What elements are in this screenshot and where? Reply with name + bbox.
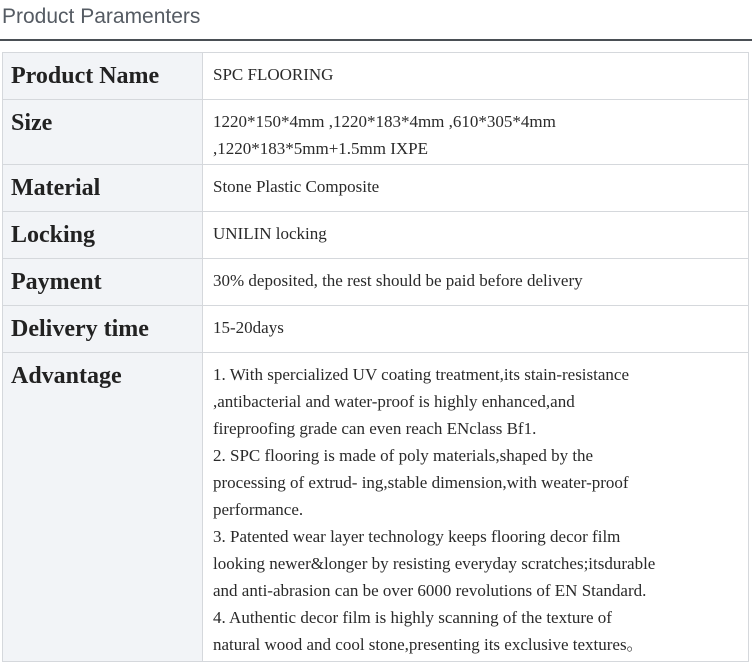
- table-row-material: [3, 165, 749, 212]
- row-value: [203, 100, 749, 165]
- row-value: [203, 165, 749, 212]
- value-line: Stone Plastic Composite: [213, 177, 380, 196]
- row-label: Material: [3, 165, 203, 212]
- table-row-product-name: [3, 53, 749, 100]
- page-title: Product Paramenters: [2, 5, 201, 28]
- value-line: 2. SPC flooring is made of poly materials,shaped by the: [213, 446, 594, 465]
- row-value: [203, 306, 749, 353]
- value-line: 4. Authentic decor film is highly scanning of the texture of: [213, 608, 612, 627]
- row-label: Payment: [3, 259, 203, 306]
- value-line: performance.: [213, 500, 304, 519]
- table-row-payment: [3, 259, 749, 306]
- row-label: Size: [3, 100, 203, 165]
- value-line: and anti-abrasion can be over 6000 revolutions of EN Standard.: [213, 581, 647, 600]
- table-row-advantage: [3, 353, 749, 662]
- row-value: [203, 259, 749, 306]
- value-line: 1. With spercialized UV coating treatment,its stain-resistance: [213, 365, 630, 384]
- value-line: looking newer&longer by resisting everyday scratches;itsdurable: [213, 554, 656, 573]
- row-label: Product Name: [3, 53, 203, 100]
- row-label: Advantage: [3, 353, 203, 662]
- value-line: ,1220*183*5mm+1.5mm IXPE: [213, 139, 429, 158]
- page-header: [0, 0, 752, 41]
- value-line: natural wood and cool stone,presenting its exclusive textures。: [213, 635, 644, 654]
- value-line: SPC FLOORING: [213, 65, 334, 84]
- row-label: Delivery time: [3, 306, 203, 353]
- product-parameters-table: [2, 52, 749, 662]
- value-line: processing of extrud- ing,stable dimension,with weater-proof: [213, 473, 629, 492]
- row-value: [203, 353, 749, 662]
- table-row-delivery-time: [3, 306, 749, 353]
- value-line: 15-20days: [213, 318, 284, 337]
- value-line: 1220*150*4mm ,1220*183*4mm ,610*305*4mm: [213, 112, 556, 131]
- value-line: 3. Patented wear layer technology keeps flooring decor film: [213, 527, 621, 546]
- value-line: UNILIN locking: [213, 224, 327, 243]
- row-value: [203, 212, 749, 259]
- value-line: 30% deposited, the rest should be paid before delivery: [213, 271, 583, 290]
- row-value: [203, 53, 749, 100]
- table-row-locking: [3, 212, 749, 259]
- table-row-size: [3, 100, 749, 165]
- value-line: fireproofing grade can even reach ENclass Bf1.: [213, 419, 537, 438]
- row-label: Locking: [3, 212, 203, 259]
- value-line: ,antibacterial and water-proof is highly enhanced,and: [213, 392, 575, 411]
